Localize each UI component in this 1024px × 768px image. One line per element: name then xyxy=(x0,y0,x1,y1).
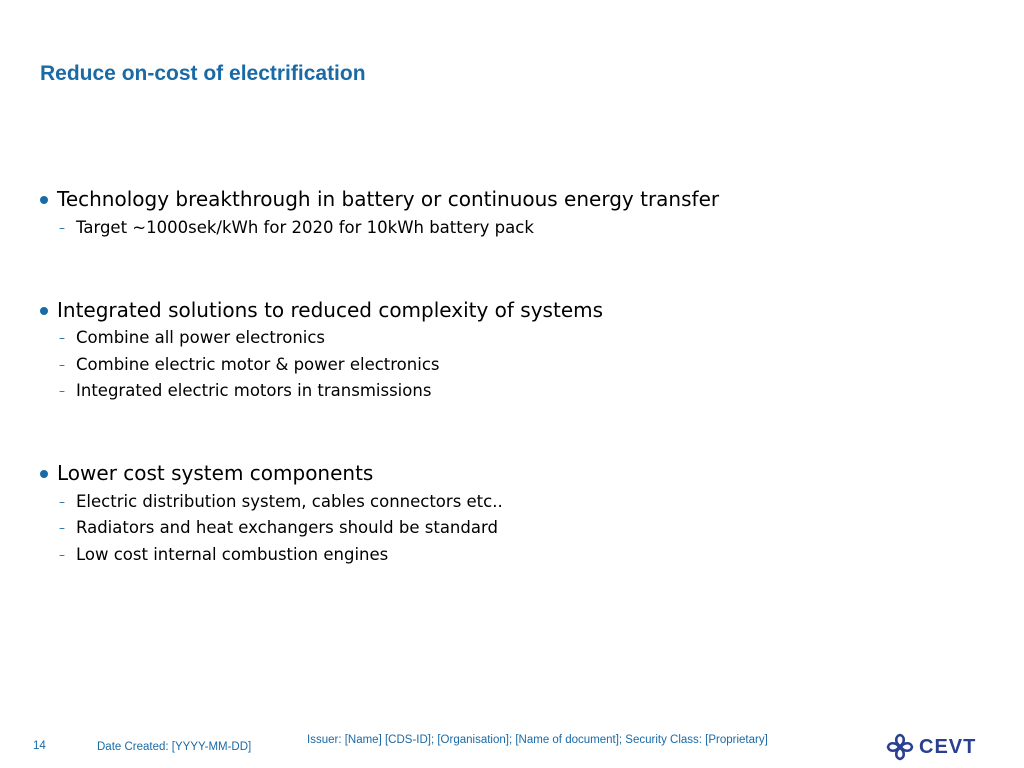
cevt-flower-logo-icon xyxy=(886,733,914,761)
bullet-group xyxy=(40,458,980,568)
sub-item-text: Radiators and heat exchangers should be standard xyxy=(76,518,498,538)
sub-item xyxy=(40,351,980,378)
sub-item-text: Combine all power electronics xyxy=(76,328,326,348)
dash-icon: – xyxy=(59,521,65,536)
bullet-text: Lower cost system components xyxy=(57,461,374,485)
bullet-group xyxy=(40,184,980,241)
bullet-list xyxy=(40,184,980,568)
sub-item-text: Combine electric motor & power electronics xyxy=(76,354,440,374)
bullet-dot-icon xyxy=(40,196,48,204)
slide-footer xyxy=(0,732,1024,768)
bullet-text: Integrated solutions to reduced complexity of systems xyxy=(57,297,604,322)
bullet-group xyxy=(40,295,980,405)
issuer-info: Issuer: [Name] [CDS-ID]; [Organisation]; [Name of document]; Security Class: [Proprietary] xyxy=(307,734,768,746)
slide-title: Reduce on-cost of electrification xyxy=(40,62,366,85)
dash-icon: – xyxy=(59,357,65,372)
bullet-item xyxy=(40,458,980,488)
sub-item xyxy=(40,378,980,405)
sub-item-text: Integrated electric motors in transmissions xyxy=(76,381,432,401)
dash-icon: – xyxy=(59,331,65,346)
sub-item xyxy=(40,488,980,515)
sub-item xyxy=(40,325,980,352)
bullet-dot-icon xyxy=(40,307,48,315)
dash-icon: – xyxy=(59,384,65,399)
logo-text: CEVT xyxy=(919,735,977,758)
dash-icon: – xyxy=(59,494,65,509)
bullet-dot-icon xyxy=(40,470,48,478)
bullet-item xyxy=(40,295,980,325)
sub-item-text: Target ~1000sek/kWh for 2020 for 10kWh battery pack xyxy=(76,217,534,237)
sub-item xyxy=(40,541,980,568)
dash-icon: – xyxy=(59,220,65,235)
bullet-item xyxy=(40,184,980,214)
sub-item-text: Low cost internal combustion engines xyxy=(76,544,389,564)
page-number: 14 xyxy=(33,740,46,752)
dash-icon: – xyxy=(59,547,65,562)
bullet-text: Technology breakthrough in battery or continuous energy transfer xyxy=(57,187,720,211)
sub-item xyxy=(40,515,980,542)
sub-item-text: Electric distribution system, cables connectors etc.. xyxy=(76,491,503,511)
date-created: Date Created: [YYYY-MM-DD] xyxy=(97,741,252,753)
sub-item xyxy=(40,214,980,241)
company-logo xyxy=(886,733,976,761)
